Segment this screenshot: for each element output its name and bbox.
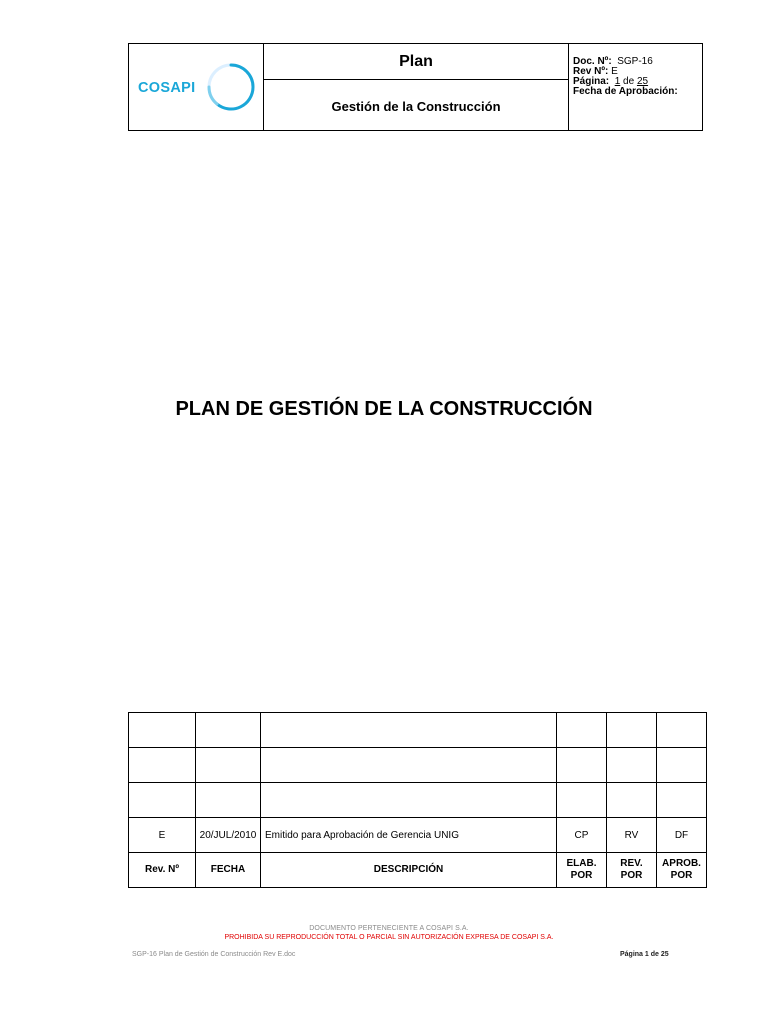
date-cell: 20/JUL/2010 bbox=[196, 818, 261, 853]
header-subtitle: Gestión de la Construcción bbox=[331, 99, 501, 114]
header-rev-line2: POR bbox=[620, 870, 643, 881]
header-aprob-line2: POR bbox=[670, 870, 693, 881]
page-total: 25 bbox=[636, 76, 649, 87]
table-header-row bbox=[129, 853, 707, 888]
reviewed-cell: RV bbox=[607, 818, 657, 853]
document-meta bbox=[569, 44, 702, 130]
doc-number-label: Doc. Nº: bbox=[573, 56, 612, 67]
reproduction-warning: PROHIBIDA SU REPRODUCCIÓN TOTAL O PARCIAL SIN AUTORIZACIÓN EXPRESA DE COSAPI S.A. bbox=[224, 934, 554, 941]
elab-cell: CP bbox=[557, 818, 607, 853]
header-rev: Rev. Nº bbox=[129, 853, 196, 888]
document-header bbox=[128, 43, 703, 131]
header-title-cell bbox=[264, 44, 569, 130]
header-reviewed bbox=[607, 853, 657, 888]
plan-label: Plan bbox=[264, 44, 568, 80]
approved-cell: DF bbox=[657, 818, 707, 853]
page-current: 1 bbox=[614, 76, 621, 87]
description-cell: Emitido para Aprobación de Gerencia UNIG bbox=[261, 818, 557, 853]
header-elab-line2: POR bbox=[570, 870, 593, 881]
header-elab bbox=[557, 853, 607, 888]
table-row bbox=[129, 713, 707, 748]
header-description: DESCRIPCIÓN bbox=[261, 853, 557, 888]
rev-number-label: Rev Nº: bbox=[573, 66, 609, 77]
page-info: Página 1 de 25 bbox=[620, 951, 669, 958]
header-elab-line1: ELAB. bbox=[566, 858, 597, 869]
doc-number-value: SGP-16 bbox=[617, 56, 653, 67]
ownership-notice: DOCUMENTO PERTENECIENTE A COSAPI S.A. bbox=[309, 925, 469, 932]
header-rev-line1: REV. bbox=[620, 858, 643, 869]
rev-cell: E bbox=[129, 818, 196, 853]
rev-number-value: E bbox=[611, 66, 618, 77]
document-title: PLAN DE GESTIÓN DE LA CONSTRUCCIÓN bbox=[175, 398, 593, 420]
revision-table bbox=[128, 712, 707, 888]
file-name: SGP-16 Plan de Gestión de Construcción Rev E.doc bbox=[132, 951, 296, 958]
page-label: Página: bbox=[573, 76, 610, 87]
table-row bbox=[129, 818, 707, 853]
table-row bbox=[129, 783, 707, 818]
header-date: FECHA bbox=[196, 853, 261, 888]
cosapi-logo-text: COSAPI bbox=[138, 80, 196, 96]
approval-label: Fecha de Aprobación: bbox=[573, 86, 678, 97]
table-row bbox=[129, 748, 707, 783]
header-aprob-line1: APROB. bbox=[662, 858, 701, 869]
approval-line bbox=[573, 87, 702, 97]
logo-cell bbox=[129, 44, 264, 130]
page-of: de bbox=[623, 76, 635, 87]
header-approved bbox=[657, 853, 707, 888]
cosapi-ring-logo-icon bbox=[203, 59, 259, 115]
